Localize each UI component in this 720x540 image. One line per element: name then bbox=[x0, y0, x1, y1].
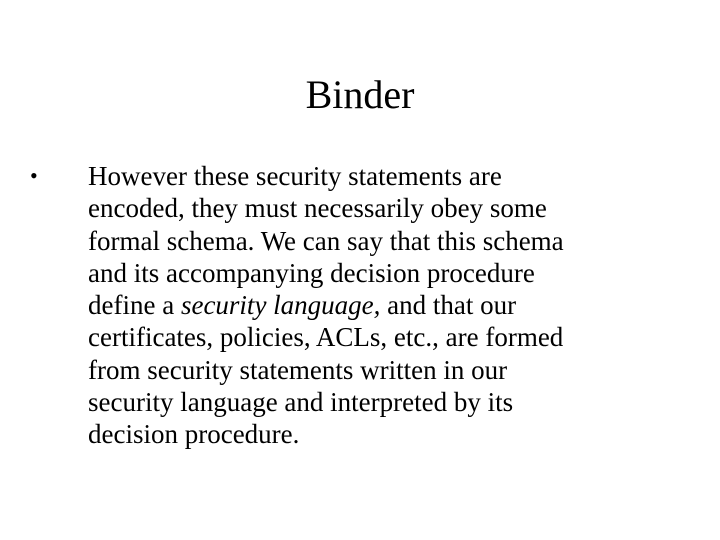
body-line-5 bbox=[88, 289, 690, 321]
body-line-8: security language and interpreted by its bbox=[88, 387, 514, 418]
body-line-9: decision procedure. bbox=[88, 419, 300, 450]
body-line-1: However these security statements are bbox=[88, 161, 502, 191]
bullet-icon: • bbox=[30, 163, 38, 188]
body-line-5-pre: define a bbox=[88, 290, 181, 321]
body-line-4: and its accompanying decision procedure bbox=[88, 257, 535, 288]
slide-title: Binder bbox=[305, 72, 415, 117]
body-line-7: from security statements written in our bbox=[88, 354, 508, 385]
bullet-item bbox=[30, 160, 690, 451]
body-line-2: encoded, they must necessarily obey some bbox=[88, 193, 547, 224]
body-line-5-post: and that our bbox=[380, 290, 517, 321]
security-language-term: security language, bbox=[180, 290, 381, 321]
body-line-6: certificates, policies, ACLs, etc., are formed bbox=[88, 322, 564, 353]
bullet-list bbox=[30, 160, 690, 451]
body-line-3: formal schema. We can say that this schema bbox=[88, 225, 564, 256]
